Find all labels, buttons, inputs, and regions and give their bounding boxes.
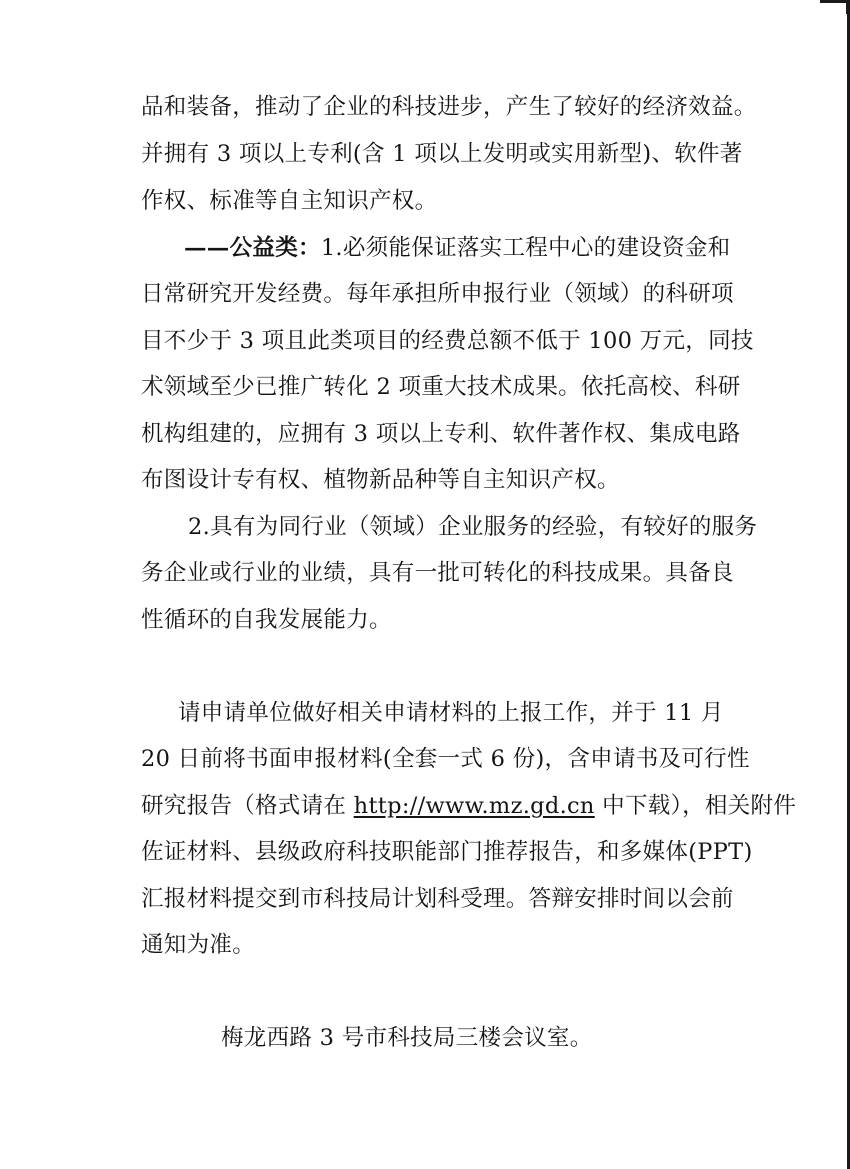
body-line: 机构组建的，应拥有 3 项以上专利、软件著作权、集成电路	[141, 421, 741, 447]
body-line: 佐证材料、县级政府科技职能部门推荐报告，和多媒体(PPT)	[141, 839, 753, 865]
body-text: 1.必须能保证落实工程中心的建设资金和	[320, 235, 731, 261]
body-text: 研究报告（格式请在	[141, 793, 354, 819]
body-line: 梅龙西路 3 号市科技局三楼会议室。	[221, 1025, 593, 1051]
body-line: 目不少于 3 项且此类项目的经费总额不低于 100 万元，同技	[141, 328, 754, 354]
scan-corner-mark	[820, 0, 850, 14]
website-link[interactable]: http://www.mz.gd.cn	[353, 793, 595, 819]
body-line: 请申请单位做好相关申请材料的上报工作，并于 11 月	[178, 700, 724, 726]
body-line: 作权、标准等自主知识产权。	[141, 188, 438, 214]
body-line: 并拥有 3 项以上专利(含 1 项以上发明或实用新型)、软件著	[141, 141, 743, 167]
section-label-public-welfare: ——公益类：	[184, 235, 321, 261]
body-line: 性循环的自我发展能力。	[141, 607, 392, 633]
paragraph-public-welfare	[184, 233, 764, 263]
body-line-with-link	[141, 791, 797, 821]
body-line: 品和装备，推动了企业的科技进步，产生了较好的经济效益。	[141, 94, 757, 120]
body-line: 术领域至少已推广转化 2 项重大技术成果。依托高校、科研	[141, 374, 741, 400]
body-text: 中下载），相关附件	[594, 793, 797, 819]
body-line: 2.具有为同行业（领域）企业服务的经验，有较好的服务	[188, 514, 758, 540]
body-line: 通知为准。	[141, 932, 256, 958]
body-line: 日常研究开发经费。每年承担所申报行业（领域）的科研项	[141, 281, 734, 307]
body-line: 务企业或行业的业绩，具有一批可转化的科技成果。具备良	[141, 560, 734, 586]
body-line: 布图设计专有权、植物新品种等自主知识产权。	[141, 467, 620, 493]
body-line: 汇报材料提交到市科技局计划科受理。答辩安排时间以会前	[141, 886, 734, 912]
body-line: 20 日前将书面申报材料(全套一式 6 份)，含申请书及可行性	[141, 746, 750, 772]
